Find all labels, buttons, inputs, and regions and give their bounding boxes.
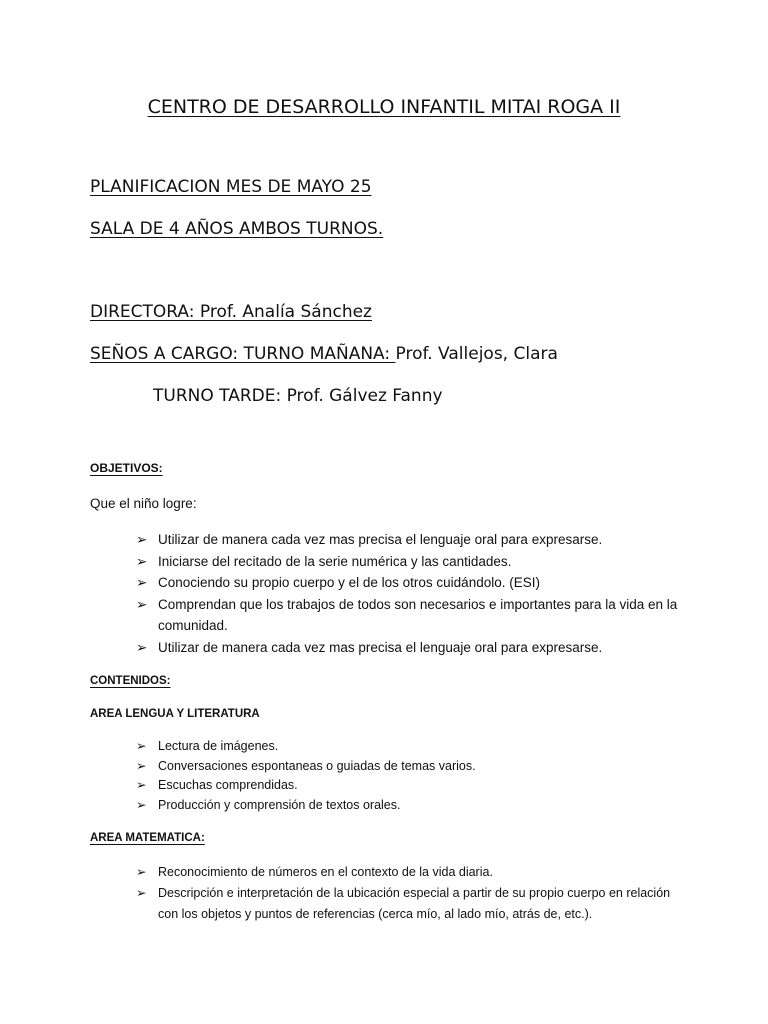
senos-value: Prof. Vallejos, Clara (395, 344, 558, 364)
list-item: ➢ Producción y comprensión de textos orales. (136, 796, 696, 816)
objetivos-list (136, 529, 696, 658)
matematica-heading: AREA MATEMATICA: (90, 832, 205, 844)
arrow-bullet-icon: ➢ (136, 797, 147, 812)
contenidos-heading: CONTENIDOS: (90, 675, 171, 687)
arrow-bullet-icon: ➢ (136, 865, 147, 879)
page-title: CENTRO DE DESARROLLO INFANTIL MITAI ROGA II (147, 96, 621, 118)
list-item: ➢ Conversaciones espontaneas o guiadas de temas varios. (136, 757, 696, 777)
list-item: ➢ Conociendo su propio cuerpo y el de los otros cuidándolo. (ESI) (136, 572, 696, 594)
list-item: ➢ Utilizar de manera cada vez mas precisa el lenguaje oral para expresarse. (136, 529, 696, 551)
arrow-bullet-icon: ➢ (136, 553, 148, 569)
list-item: ➢ Comprendan que los trabajos de todos son necesarios e importantes para la vida en la comunidad. (136, 594, 678, 637)
list-item: ➢ Utilizar de manera cada vez mas precisa el lenguaje oral para expresarse. (136, 637, 696, 659)
list-item: ➢ Iniciarse del recitado de la serie numérica y las cantidades. (136, 551, 696, 573)
arrow-bullet-icon: ➢ (136, 778, 147, 792)
arrow-bullet-icon: ➢ (136, 739, 147, 753)
list-item: ➢ Lectura de imágenes. (136, 737, 696, 757)
list-item: ➢ Reconocimiento de números en el contexto de la vida diaria. (136, 862, 696, 883)
senos-label: SEÑOS A CARGO: TURNO MAÑANA: (90, 344, 396, 364)
objetivos-intro: Que el niño logre: (90, 496, 197, 511)
matematica-list (136, 862, 696, 925)
sala-heading: SALA DE 4 AÑOS AMBOS TURNOS. (90, 219, 384, 239)
list-item: ➢ Escuchas comprendidas. (136, 776, 696, 796)
lengua-heading: AREA LENGUA Y LITERATURA (90, 708, 260, 720)
arrow-bullet-icon: ➢ (136, 639, 148, 655)
arrow-bullet-icon: ➢ (136, 886, 147, 900)
objetivos-heading: OBJETIVOS: (90, 461, 163, 475)
arrow-bullet-icon: ➢ (136, 758, 147, 773)
arrow-bullet-icon: ➢ (136, 575, 148, 590)
arrow-bullet-icon: ➢ (136, 596, 148, 612)
directora-line: DIRECTORA: Prof. Analía Sánchez (90, 302, 372, 322)
turno-tarde-line: TURNO TARDE: Prof. Gálvez Fanny (153, 386, 443, 406)
arrow-bullet-icon: ➢ (136, 532, 148, 547)
list-item: ➢ Descripción e interpretación de la ubicación especial a partir de su propio cuerpo en relación con los objetos y puntos de referencias (cerca mío, al lado mío, atrás de, etc.). (136, 883, 693, 925)
senos-line (90, 344, 558, 364)
lengua-list (136, 737, 696, 815)
planificacion-heading: PLANIFICACION MES DE MAYO 25 (90, 177, 372, 197)
